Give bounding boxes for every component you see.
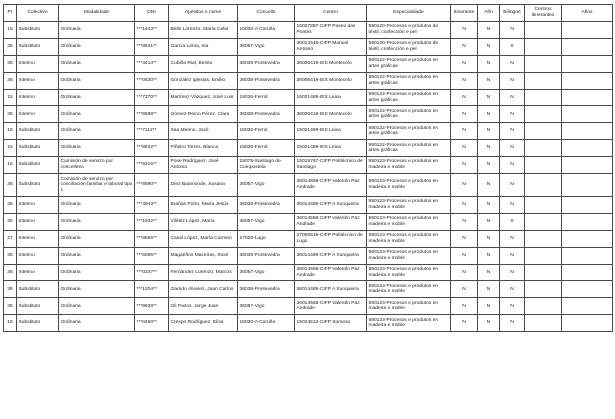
cell-afins — [562, 123, 613, 140]
cell-centros-itinerantes — [525, 247, 562, 264]
cell-centros-itinerantes — [525, 38, 562, 55]
cell-concello: 36038-Pontevedra — [238, 281, 295, 298]
cell-pr: 36 — [4, 38, 17, 55]
cell-centros-itinerantes — [525, 55, 562, 72]
cell-centros-itinerantes — [525, 140, 562, 157]
cell-pr: 36 — [4, 264, 17, 281]
cell-modalidade: Ordinaria — [59, 22, 135, 39]
cell-colectivo: Interino — [17, 247, 59, 264]
cell-nome: Brañas Porto, María Jesús — [169, 197, 238, 214]
cell-itinerante: N — [451, 298, 478, 315]
cell-itinerante: N — [451, 230, 478, 247]
cell-especialidade: 590123-Procesos e produtos en madeira e moble — [367, 157, 451, 174]
cell-centro: 15021469-IES Leixa — [295, 140, 367, 157]
cell-especialidade: 590122-Procesos e produtos en artes gráficas — [367, 55, 451, 72]
cell-itinerante: N — [451, 123, 478, 140]
cell-dni: ***1204** — [135, 281, 169, 298]
cell-especialidade: 590122-Procesos e produtos en artes gráficas — [367, 106, 451, 123]
cell-itinerante: N — [451, 55, 478, 72]
cell-concello: 36038-Pontevedra — [238, 72, 295, 89]
cell-concello: 15030-A Coruña — [238, 22, 295, 39]
cell-dni: ***9928** — [135, 298, 169, 315]
cell-modalidade: Ordinaria — [59, 298, 135, 315]
cell-colectivo: Substituto — [17, 281, 59, 298]
cell-afins — [562, 230, 613, 247]
table-row — [4, 281, 613, 298]
cell-bilingue: S — [500, 213, 525, 230]
cell-especialidade: 590123-Procesos e produtos en madeira e moble — [367, 213, 451, 230]
cell-afins — [562, 106, 613, 123]
cell-centro: 36014568-CIFP Valentín Paz Andrade — [295, 174, 367, 197]
cell-centros-itinerantes — [525, 213, 562, 230]
cell-bilingue: N — [500, 106, 525, 123]
cell-itinerante: N — [451, 89, 478, 106]
cell-centro: 36006419-IES Montecelo — [295, 55, 367, 72]
cell-pr: 36 — [4, 174, 17, 197]
cell-pr: 36 — [4, 213, 17, 230]
cell-concello: 36057-Vigo — [238, 298, 295, 315]
col-header-centros-itinerantes: Centros itinerantes — [525, 5, 562, 22]
cell-afin: N — [478, 157, 500, 174]
cell-centro: 36014568-CIFP Valentín Paz Andrade — [295, 264, 367, 281]
cell-modalidade: Ordinaria — [59, 230, 135, 247]
cell-centro: 36014489-CIFP A Xunqueira — [295, 197, 367, 214]
cell-colectivo: Substituto — [17, 38, 59, 55]
cell-nome: Crespo Rodríguez, Elisa — [169, 315, 238, 332]
cell-concello: 27028-Lugo — [238, 230, 295, 247]
cell-modalidade: Ordinaria — [59, 55, 135, 72]
cell-afins — [562, 55, 613, 72]
table-row — [4, 230, 613, 247]
cell-colectivo: Substituto — [17, 298, 59, 315]
cell-itinerante: N — [451, 22, 478, 39]
cell-afins — [562, 72, 613, 89]
table-row — [4, 123, 613, 140]
cell-bilingue: N — [500, 197, 525, 214]
cell-nome: Vilélez López, Mario — [169, 213, 238, 230]
results-sheet — [3, 4, 612, 415]
cell-afin: N — [478, 281, 500, 298]
col-header-colectivo: Colectivo — [17, 5, 59, 22]
cell-nome: García Lema, Iria — [169, 38, 238, 55]
cell-afin: N — [478, 264, 500, 281]
cell-pr: 15 — [4, 123, 17, 140]
cell-bilingue: N — [500, 264, 525, 281]
cell-itinerante: N — [451, 38, 478, 55]
cell-pr: 36 — [4, 106, 17, 123]
cell-dni: ***7112** — [135, 123, 169, 140]
cell-pr: 36 — [4, 55, 17, 72]
cell-centros-itinerantes — [525, 157, 562, 174]
cell-modalidade: Ordinaria — [59, 140, 135, 157]
cell-itinerante: N — [451, 281, 478, 298]
assignments-table — [3, 4, 613, 332]
cell-afin: N — [478, 72, 500, 89]
cell-bilingue: N — [500, 230, 525, 247]
cell-bilingue: N — [500, 22, 525, 39]
cell-nome: Díez Baamonde, Susana — [169, 174, 238, 197]
cell-dni: ***1443** — [135, 22, 169, 39]
cell-afins — [562, 174, 613, 197]
cell-bilingue: S — [500, 38, 525, 55]
cell-dni: ***8831** — [135, 38, 169, 55]
cell-centro: 15021469-IES Leixa — [295, 123, 367, 140]
cell-bilingue: N — [500, 247, 525, 264]
cell-itinerante: N — [451, 140, 478, 157]
col-header-pr: Pr — [4, 5, 17, 22]
table-row — [4, 197, 613, 214]
cell-dni: ***4414** — [135, 55, 169, 72]
cell-pr: 27 — [4, 230, 17, 247]
cell-bilingue: N — [500, 281, 525, 298]
table-row — [4, 157, 613, 174]
cell-concello: 36038-Pontevedra — [238, 247, 295, 264]
cell-modalidade: Comisión de servizo por concelleiro — [59, 157, 135, 174]
cell-afin: N — [478, 230, 500, 247]
cell-pr: 36 — [4, 298, 17, 315]
cell-nome: González Iglesias, Emilio — [169, 72, 238, 89]
cell-nome: Piñeiro Torres, Blanca — [169, 140, 238, 157]
cell-colectivo: Substituto — [17, 315, 59, 332]
cell-concello: 36057-Vigo — [238, 174, 295, 197]
cell-nome: Bello Lorenzo, María Celia — [169, 22, 238, 39]
cell-afin: N — [478, 298, 500, 315]
cell-afins — [562, 22, 613, 39]
cell-pr: 36 — [4, 197, 17, 214]
cell-itinerante: N — [451, 247, 478, 264]
cell-nome: Martínez Vázquez, José Luis — [169, 89, 238, 106]
cell-concello: 36038-Pontevedra — [238, 55, 295, 72]
cell-especialidade: 590123-Procesos e produtos en madeira e moble — [367, 197, 451, 214]
cell-pr: 15 — [4, 140, 17, 157]
cell-afin: N — [478, 213, 500, 230]
cell-centro: 36014568-CIFP Valentín Paz Andrade — [295, 298, 367, 315]
cell-concello: 36057-Vigo — [238, 213, 295, 230]
cell-especialidade: 590123-Procesos e produtos en madeira e moble — [367, 315, 451, 332]
cell-afin: N — [478, 315, 500, 332]
cell-bilingue: N — [500, 140, 525, 157]
cell-especialidade: 590122-Procesos e produtos en artes gráficas — [367, 123, 451, 140]
table-row — [4, 315, 613, 332]
table-row — [4, 55, 613, 72]
cell-afin: N — [478, 140, 500, 157]
cell-dni: ***8566** — [135, 230, 169, 247]
cell-pr: 36 — [4, 247, 17, 264]
cell-nome: Cubiña Rial, Benito — [169, 55, 238, 72]
cell-concello: 15036-Ferrol — [238, 140, 295, 157]
table-row — [4, 247, 613, 264]
cell-concello: 36057-Vigo — [238, 264, 295, 281]
cell-centros-itinerantes — [525, 72, 562, 89]
cell-afins — [562, 264, 613, 281]
cell-bilingue: N — [500, 89, 525, 106]
cell-itinerante: N — [451, 174, 478, 197]
cell-dni: ***4943** — [135, 197, 169, 214]
cell-afins — [562, 197, 613, 214]
cell-especialidade: 590123-Procesos e produtos en madeira e moble — [367, 174, 451, 197]
cell-afin: N — [478, 38, 500, 55]
cell-afins — [562, 213, 613, 230]
cell-concello: 15030-A Coruña — [238, 315, 295, 332]
cell-afin: N — [478, 197, 500, 214]
cell-dni: ***1932** — [135, 213, 169, 230]
cell-especialidade: 590123-Procesos e produtos en madeira e moble — [367, 298, 451, 315]
cell-modalidade: Ordinaria — [59, 106, 135, 123]
cell-modalidade: Ordinaria — [59, 123, 135, 140]
cell-dni: ***7370** — [135, 89, 169, 106]
cell-centro: 15027897-CIFP Paseo das Pontes — [295, 22, 367, 39]
cell-afins — [562, 38, 613, 55]
header-row — [4, 5, 613, 22]
col-header-bilingue: Bilingüe — [500, 5, 525, 22]
table-row — [4, 72, 613, 89]
cell-modalidade: Ordinaria — [59, 264, 135, 281]
cell-pr: 15 — [4, 89, 17, 106]
cell-centros-itinerantes — [525, 174, 562, 197]
cell-modalidade: Ordinaria — [59, 315, 135, 332]
col-header-afin: Afín — [478, 5, 500, 22]
cell-centro: 15021469-IES Leixa — [295, 89, 367, 106]
cell-centros-itinerantes — [525, 89, 562, 106]
cell-afins — [562, 157, 613, 174]
cell-nome: Pose Rodríguez, José Antonio — [169, 157, 238, 174]
cell-colectivo: Interino — [17, 213, 59, 230]
cell-especialidade: 590123-Procesos e produtos en madeira e moble — [367, 230, 451, 247]
cell-centros-itinerantes — [525, 281, 562, 298]
cell-centros-itinerantes — [525, 315, 562, 332]
table-row — [4, 22, 613, 39]
col-header-nome: Apelidos e nome — [169, 5, 238, 22]
cell-especialidade: 590120-Procesos e produtos de téxtil, confección e pel — [367, 38, 451, 55]
cell-bilingue: N — [500, 72, 525, 89]
table-row — [4, 140, 613, 157]
col-header-dni: DNI — [135, 5, 169, 22]
cell-centro: 36013448-CIFP Manuel Antonio — [295, 38, 367, 55]
cell-afin: N — [478, 247, 500, 264]
table-row — [4, 89, 613, 106]
table-row — [4, 106, 613, 123]
cell-afin: N — [478, 55, 500, 72]
cell-bilingue: N — [500, 55, 525, 72]
cell-colectivo: Interino — [17, 264, 59, 281]
cell-centro: 15024513-CIFP Someso — [295, 315, 367, 332]
cell-centro: 36006419-IES Montecelo — [295, 72, 367, 89]
cell-itinerante: N — [451, 72, 478, 89]
cell-dni: ***6096** — [135, 247, 169, 264]
col-header-concello: Concello — [238, 5, 295, 22]
cell-centro: 36014489-CIFP A Xunqueira — [295, 247, 367, 264]
cell-afins — [562, 298, 613, 315]
cell-nome: Fernández Lorenzo, Marcos — [169, 264, 238, 281]
cell-especialidade: 590123-Procesos e produtos en madeira e moble — [367, 281, 451, 298]
cell-centro: 27006516-CIFP Politécnico de Lugo — [295, 230, 367, 247]
table-row — [4, 264, 613, 281]
cell-colectivo: Interino — [17, 106, 59, 123]
cell-dni: ***0347** — [135, 264, 169, 281]
cell-especialidade: 590123-Procesos e produtos en madeira e moble — [367, 247, 451, 264]
cell-modalidade: Ordinaria — [59, 213, 135, 230]
cell-centros-itinerantes — [525, 264, 562, 281]
cell-nome: Magariños Maceiras, Xosé — [169, 247, 238, 264]
cell-concello: 36038-Pontevedra — [238, 106, 295, 123]
cell-especialidade: 590120-Procesos e produtos de téxtil, confección e pel — [367, 22, 451, 39]
cell-modalidade: Ordinaria — [59, 281, 135, 298]
cell-centros-itinerantes — [525, 197, 562, 214]
cell-afin: N — [478, 89, 500, 106]
cell-itinerante: N — [451, 264, 478, 281]
cell-especialidade: 590123-Procesos e produtos en madeira e moble — [367, 264, 451, 281]
cell-colectivo: Substituto — [17, 22, 59, 39]
cell-centros-itinerantes — [525, 106, 562, 123]
cell-concello: 15036-Ferrol — [238, 123, 295, 140]
cell-pr: 36 — [4, 72, 17, 89]
cell-afins — [562, 89, 613, 106]
cell-pr: 36 — [4, 281, 17, 298]
cell-nome: Garrido Álvarez, Juan Carlos — [169, 281, 238, 298]
cell-itinerante: N — [451, 213, 478, 230]
cell-modalidade: Ordinaria — [59, 197, 135, 214]
cell-afins — [562, 281, 613, 298]
col-header-afins: Afins — [562, 5, 613, 22]
cell-bilingue: N — [500, 157, 525, 174]
cell-afin: N — [478, 123, 500, 140]
cell-pr: 15 — [4, 315, 17, 332]
cell-centros-itinerantes — [525, 123, 562, 140]
col-header-modalidade: Modalidade — [59, 5, 135, 22]
cell-centro: 36014568-CIFP Valentín Paz Andrade — [295, 213, 367, 230]
cell-modalidade: Ordinaria — [59, 89, 135, 106]
cell-afins — [562, 247, 613, 264]
cell-nome: Gómez-Reino Pérez, Clara — [169, 106, 238, 123]
cell-colectivo: Interino — [17, 89, 59, 106]
cell-colectivo: Interino — [17, 230, 59, 247]
cell-centros-itinerantes — [525, 230, 562, 247]
col-header-especialidade: Especialidade — [367, 5, 451, 22]
cell-itinerante: N — [451, 315, 478, 332]
cell-dni: ***8832** — [135, 140, 169, 157]
table-row — [4, 213, 613, 230]
cell-bilingue: N — [500, 174, 525, 197]
cell-bilingue: N — [500, 123, 525, 140]
cell-concello: 36057-Vigo — [238, 38, 295, 55]
cell-afin: N — [478, 174, 500, 197]
cell-colectivo: Substituto — [17, 123, 59, 140]
cell-dni: ***0630** — [135, 72, 169, 89]
table-row — [4, 38, 613, 55]
cell-centros-itinerantes — [525, 22, 562, 39]
cell-concello: 15036-Ferrol — [238, 89, 295, 106]
cell-colectivo: Interino — [17, 72, 59, 89]
cell-dni: ***8590** — [135, 174, 169, 197]
cell-dni: ***0460** — [135, 315, 169, 332]
cell-colectivo: Interino — [17, 197, 59, 214]
cell-dni: ***9316** — [135, 157, 169, 174]
cell-concello: 36038-Pontevedra — [238, 197, 295, 214]
cell-concello: 15078-Santiago de Compostela — [238, 157, 295, 174]
cell-especialidade: 590122-Procesos e produtos en artes gráficas — [367, 140, 451, 157]
cell-modalidade: Comisión de servizo por conciliación familiar e laboral tipo 1 — [59, 174, 135, 197]
cell-centro: 36006419-IES Montecelo — [295, 106, 367, 123]
cell-centros-itinerantes — [525, 298, 562, 315]
cell-modalidade: Ordinaria — [59, 38, 135, 55]
table-row — [4, 174, 613, 197]
cell-bilingue: N — [500, 315, 525, 332]
cell-colectivo: Interino — [17, 55, 59, 72]
cell-modalidade: Ordinaria — [59, 247, 135, 264]
cell-nome: Saa Merino, José — [169, 123, 238, 140]
col-header-centro: Centro — [295, 5, 367, 22]
cell-itinerante: N — [451, 106, 478, 123]
cell-itinerante: N — [451, 197, 478, 214]
cell-modalidade: Ordinaria — [59, 72, 135, 89]
cell-dni: ***9698** — [135, 106, 169, 123]
cell-afins — [562, 140, 613, 157]
cell-colectivo: Substituto — [17, 174, 59, 197]
cell-colectivo: Substituto — [17, 140, 59, 157]
cell-pr: 15 — [4, 157, 17, 174]
cell-especialidade: 590122-Procesos e produtos en artes gráficas — [367, 72, 451, 89]
table-body — [4, 22, 613, 332]
col-header-itinerante: Itinerante — [451, 5, 478, 22]
cell-colectivo: Substituto — [17, 157, 59, 174]
cell-centro: 36014489-CIFP A Xunqueira — [295, 281, 367, 298]
table-row — [4, 298, 613, 315]
cell-afin: N — [478, 22, 500, 39]
cell-afins — [562, 315, 613, 332]
cell-centro: 15015767-CIFP Politécnico de Santiago — [295, 157, 367, 174]
cell-itinerante: N — [451, 157, 478, 174]
cell-bilingue: N — [500, 298, 525, 315]
cell-nome: Casal López, María Carmen — [169, 230, 238, 247]
cell-afin: N — [478, 106, 500, 123]
cell-nome: Gil Pazos, Jorge Juan — [169, 298, 238, 315]
cell-especialidade: 590122-Procesos e produtos en artes gráficas — [367, 89, 451, 106]
cell-pr: 15 — [4, 22, 17, 39]
